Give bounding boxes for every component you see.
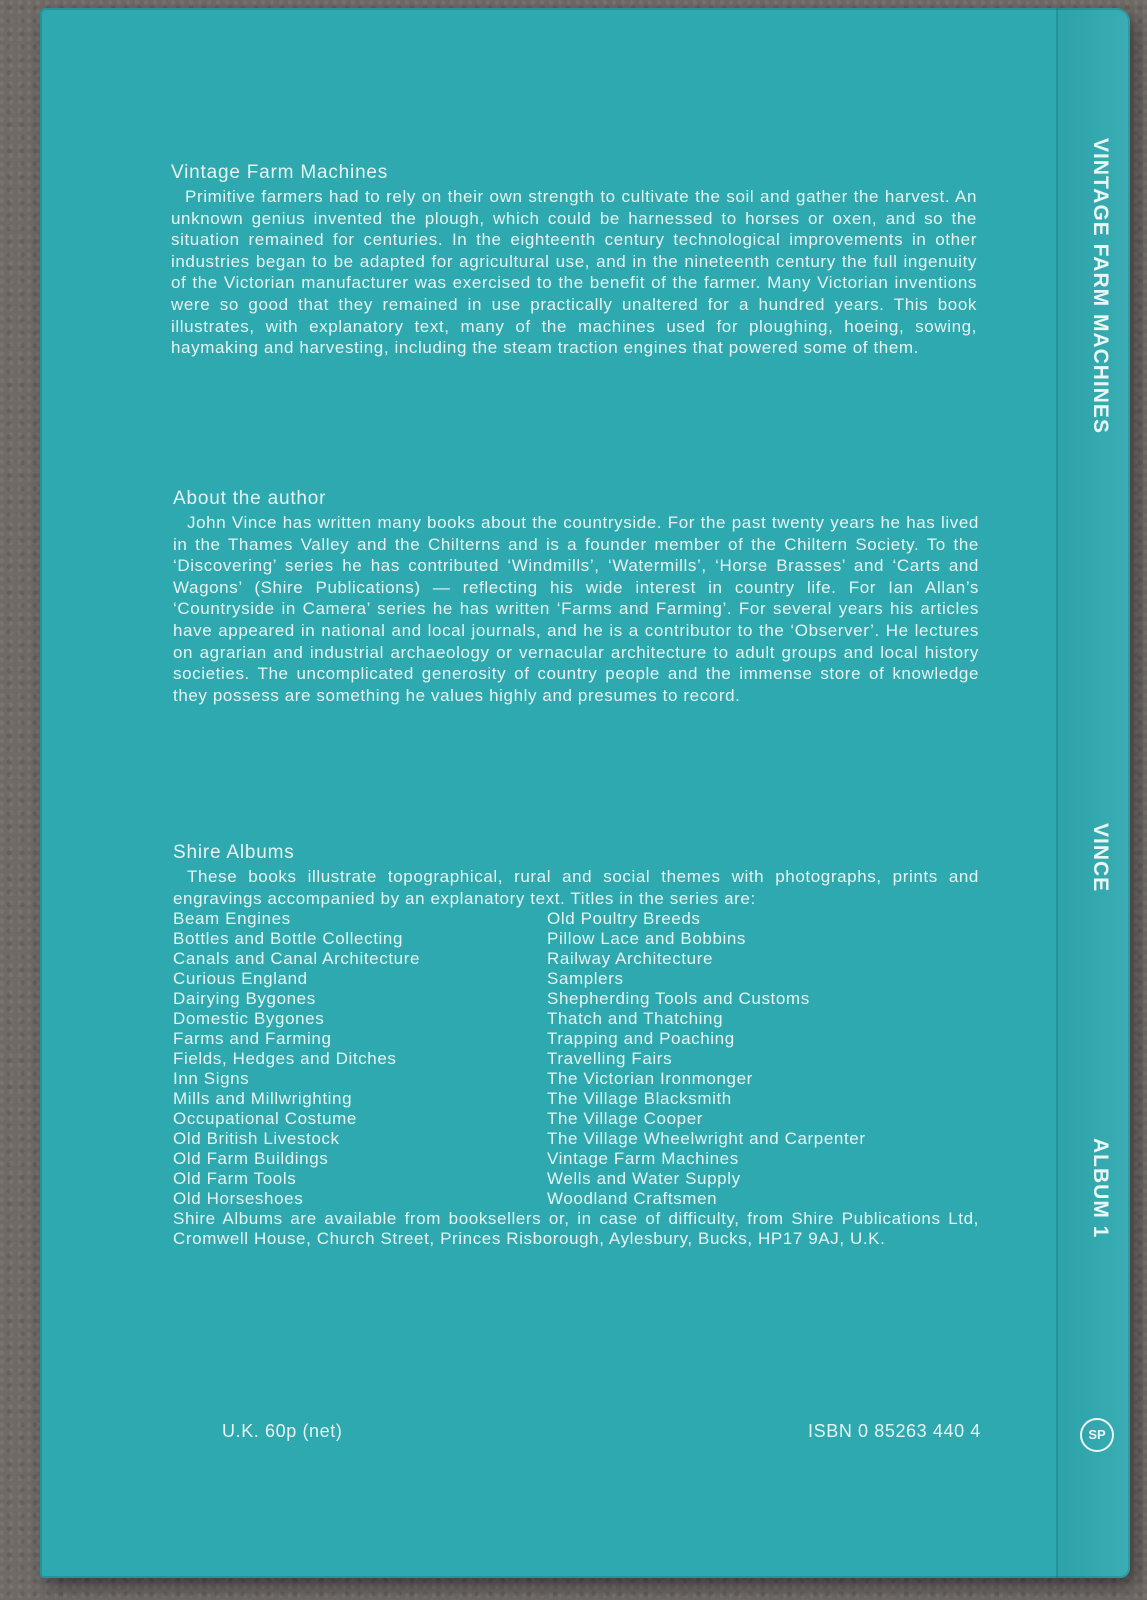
series-title-item: Old Farm Tools <box>173 1169 297 1189</box>
series-title-item: Beam Engines <box>173 909 291 929</box>
series-title-item: Farms and Farming <box>173 1029 332 1049</box>
series-title-item: Curious England <box>173 969 308 989</box>
series-title-item: Old British Livestock <box>173 1129 340 1149</box>
price: U.K. 60p (net) <box>222 1421 343 1441</box>
series-title-item: Wells and Water Supply <box>547 1169 741 1189</box>
series-titles-right <box>547 909 866 1209</box>
book-description: Primitive farmers had to rely on their own strength to cultivate the soil and gather the harvest. An unknown genius invented the plough, which could be harnessed to horses or oxen, and so the situation remained for centuries. In the eighteenth century technological improvements in other industries began to be adapted for agricultural use, and in the nineteenth century the full ingenuity of the Victorian manufacturer was exercised to the benefit of the farmer. Many Victorian inventions were so good that they remained in use practically unaltered for a hundred years. This book illustrates, with explanatory text, many of the machines used for ploughing, hoeing, sowing, haymaking and harvesting, including the steam traction engines that powered some of them. <box>171 187 977 358</box>
series-title-item: The Village Cooper <box>547 1109 704 1129</box>
availability-note: Shire Albums are available from booksellers or, in case of difficulty, from Shire Publications Ltd, Cromwell House, Church Street, Princes Risborough, Aylesbury, Bucks, HP17 9AJ, U.K. <box>173 1209 979 1249</box>
section-about-author <box>173 486 979 706</box>
series-title-item: Inn Signs <box>173 1069 250 1089</box>
spine-author: VINCE <box>1089 823 1112 893</box>
section-book-description <box>171 160 977 359</box>
series-title-item: Shepherding Tools and Customs <box>547 989 810 1009</box>
series-intro: These books illustrate topographical, rural and social themes with photographs, prints and engravings accompanied by an explanatory text. Titles in the series are: <box>173 867 979 908</box>
series-title-item: Pillow Lace and Bobbins <box>547 929 747 949</box>
book-back-cover <box>40 8 1130 1578</box>
spine-series: ALBUM 1 <box>1089 1138 1112 1239</box>
series-title-item: Vintage Farm Machines <box>547 1149 739 1169</box>
series-title-item: Bottles and Bottle Collecting <box>173 929 404 949</box>
series-title-item: Fields, Hedges and Ditches <box>173 1049 397 1069</box>
publisher-logo-icon: SP <box>1080 1418 1114 1452</box>
series-title-item: Old Farm Buildings <box>173 1149 329 1169</box>
series-title-item: Canals and Canal Architecture <box>173 949 421 969</box>
spine-title: VINTAGE FARM MACHINES <box>1089 138 1112 434</box>
series-title-item: Occupational Costume <box>173 1109 357 1129</box>
book-title-heading: Vintage Farm Machines <box>171 162 389 183</box>
series-title-item: Dairying Bygones <box>173 989 316 1009</box>
series-title-item: Trapping and Poaching <box>547 1029 735 1049</box>
series-title-item: Thatch and Thatching <box>547 1009 724 1029</box>
series-title-item: The Village Wheelwright and Carpenter <box>547 1129 866 1149</box>
series-title-item: Railway Architecture <box>547 949 714 969</box>
series-title-item: Samplers <box>547 969 624 989</box>
series-title-item: Travelling Fairs <box>547 1049 673 1069</box>
series-title-item: Woodland Craftsmen <box>547 1189 718 1209</box>
series-title-item: The Victorian Ironmonger <box>547 1069 753 1089</box>
section-shire-albums <box>173 840 979 1249</box>
book-spine <box>1056 8 1130 1578</box>
series-titles-left <box>173 909 547 1209</box>
series-title-item: Old Horseshoes <box>173 1189 304 1209</box>
series-title-item: Old Poultry Breeds <box>547 909 701 929</box>
isbn: ISBN 0 85263 440 4 <box>808 1421 981 1441</box>
series-title-item: Mills and Millwrighting <box>173 1089 353 1109</box>
series-title-item: Domestic Bygones <box>173 1009 325 1029</box>
about-author-heading: About the author <box>173 488 327 509</box>
series-title-item: The Village Blacksmith <box>547 1089 732 1109</box>
author-biography: John Vince has written many books about the countryside. For the past twenty years he has lived in the Thames Valley and the Chilterns and is a founder member of the Chiltern Society. To the ‘Discovering’ series he has contributed ‘Windmills’, ‘Watermills’, ‘Horse Brasses’ and ‘Carts and Wagons’ (Shire Publications) — reflecting his wide interest in country life. For Ian Allan’s ‘Countryside in Camera’ series he has written ‘Farms and Farming’. For several years his articles have appeared in national and local journals, and he is a contributor to the ‘Observer’. He lectures on agrarian and industrial archaeology or vernacular architecture to adult groups and local history societies. The uncomplicated generosity of country people and the immense store of knowledge they possess are something he values highly and presumes to record. <box>173 513 979 705</box>
series-titles <box>173 909 979 1209</box>
series-heading: Shire Albums <box>173 842 295 863</box>
